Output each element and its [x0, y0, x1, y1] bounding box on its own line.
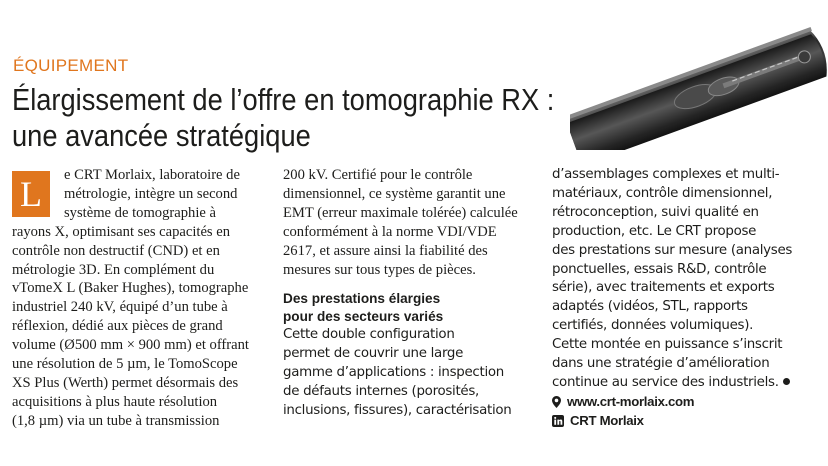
text-line: matériaux, contrôle dimensionnel,: [552, 185, 773, 201]
linkedin-icon: [552, 415, 564, 427]
text-line: 200 kV. Certifié pour le contrôle: [283, 167, 473, 183]
text-line: certifiés, données volumiques).: [552, 318, 754, 334]
text-line: métrologie, intègre un second: [64, 185, 238, 202]
text-line: EMT (erreur maximale tolérée) calculée: [283, 204, 518, 221]
website-url[interactable]: www.crt-morlaix.com: [567, 393, 695, 409]
linkedin-name[interactable]: CRT Morlaix: [570, 412, 644, 428]
text-line: production, etc. Le CRT propose: [552, 223, 757, 239]
text-line: adaptés (vidéos, STL, rapports: [552, 299, 748, 315]
text-line: e CRT Morlaix, laboratoire de: [64, 167, 240, 183]
drop-cap: L: [12, 171, 50, 217]
text-line: dans une stratégie d’amélioration: [552, 356, 770, 372]
subheading: pour des secteurs variés: [283, 309, 444, 325]
text-line: gamme d’applications : inspection: [283, 365, 504, 381]
website-link[interactable]: [552, 393, 814, 412]
column-3: [552, 166, 814, 431]
text-line: volume (Ø500 mm × 900 mm) et offrant: [12, 337, 249, 354]
location-pin-icon: [552, 396, 561, 408]
text-line: industriel 240 kV, équipé d’un tube à: [12, 299, 228, 316]
spacer: [283, 279, 531, 290]
end-of-article-dot: [783, 378, 790, 385]
text-line: vTomeX L (Baker Hughes), tomographe: [12, 280, 249, 297]
title-line: une avancée stratégique: [12, 118, 311, 153]
text-line: système de tomographie à: [64, 204, 216, 221]
text-line: série), avec traitements et exports: [552, 280, 775, 296]
section-category: ÉQUIPEMENT: [13, 56, 129, 75]
linkedin-link[interactable]: [552, 412, 814, 431]
text-line: Cette montée en puissance s’inscrit: [552, 337, 783, 353]
text-line: rétroconception, suivi qualité en: [552, 204, 759, 220]
text-line: de défauts internes (porosités,: [283, 384, 479, 400]
column-2: [283, 166, 531, 421]
text-line: mesures sur tous types de pièces.: [283, 261, 476, 278]
text-line: ponctuelles, essais R&D, contrôle: [552, 261, 767, 277]
text-line: rayons X, optimisant ses capacités en: [12, 223, 231, 240]
text-line: métrologie 3D. En complément du: [12, 261, 215, 278]
text-line: (1,8 µm) via un tube à transmission: [12, 412, 220, 429]
column-1: [12, 166, 268, 431]
text-line: réflexion, dédié aux pièces de grand: [12, 318, 223, 335]
article-title: [12, 82, 558, 154]
text-line: une résolution de 5 µm, le TomoScope: [12, 356, 238, 373]
tomography-part-image: [570, 0, 828, 150]
text-line: XS Plus (Werth) permet désormais des: [12, 374, 239, 391]
text-line: 2617, et assure ainsi la fiabilité des: [283, 242, 488, 259]
text-line: permet de couvrir une large: [283, 346, 464, 362]
text-line: conformément à la norme VDI/VDE: [283, 223, 497, 240]
title-line: Élargissement de l’offre en tomographie RX :: [12, 82, 555, 117]
text-line: d’assemblages complexes et multi-: [552, 167, 780, 182]
text-line: acquisitions à plus haute résolution: [12, 393, 218, 410]
text-line: Cette double configuration: [283, 327, 455, 343]
text-line: des prestations sur mesure (analyses: [552, 242, 793, 258]
text-line-final: [552, 374, 814, 393]
text-line: contrôle non destructif (CND) et en: [12, 242, 220, 259]
text-line-end: continue au service des industriels.: [552, 374, 779, 390]
text-line: dimensionnel, ce système garantit une: [283, 185, 506, 202]
subheading: Des prestations élargies: [283, 291, 441, 307]
text-line: inclusions, fissures), caractérisation: [283, 403, 512, 419]
